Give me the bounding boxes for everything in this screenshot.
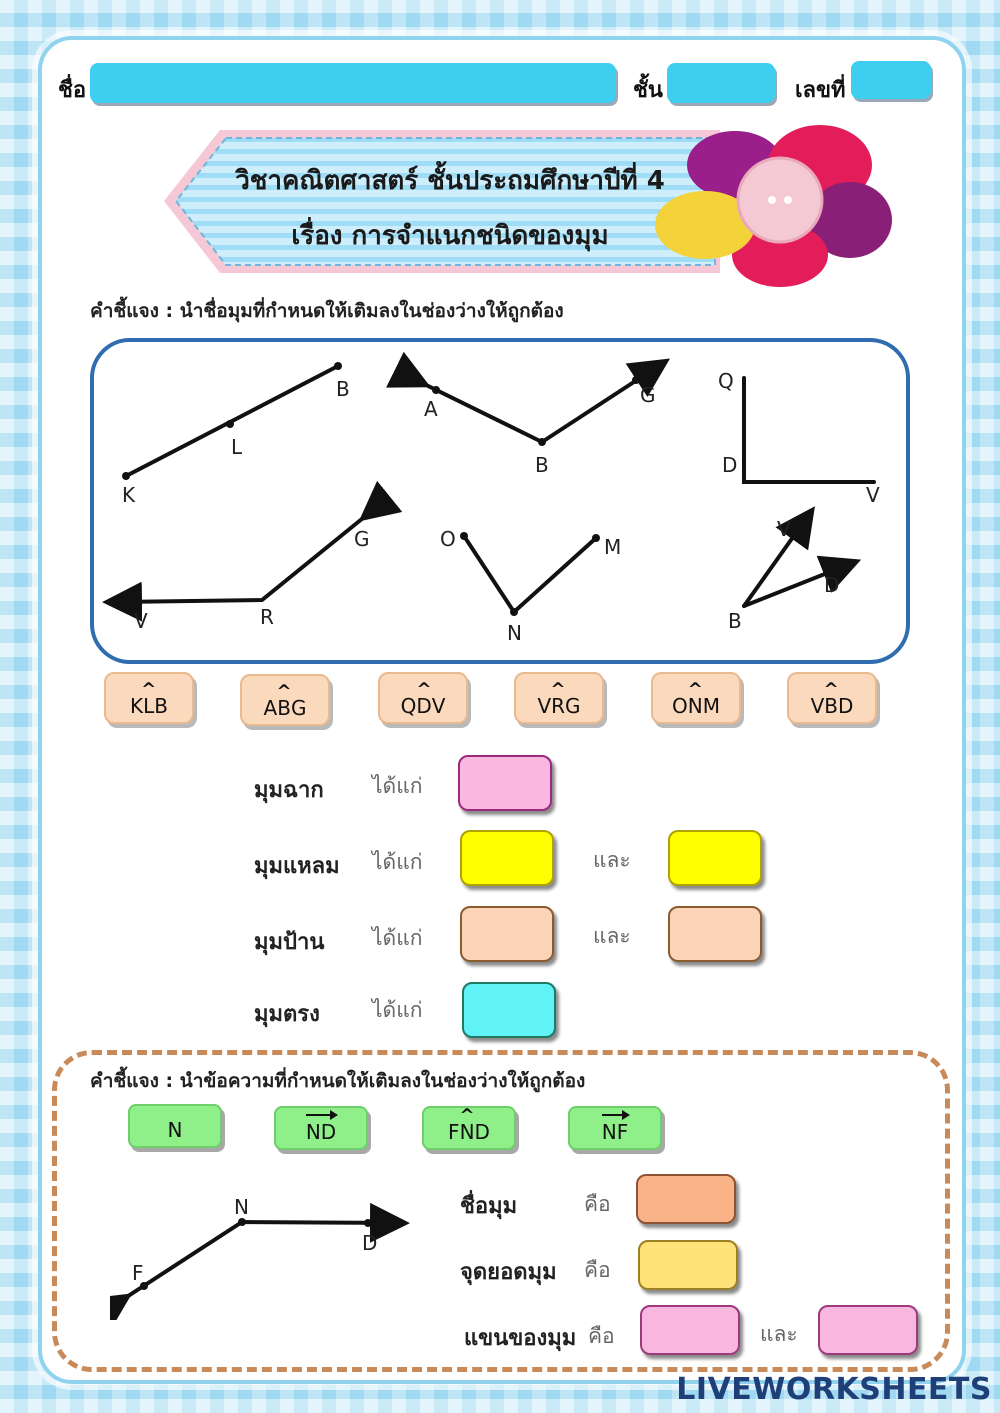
class-label: ชั้น <box>633 78 663 103</box>
row-is-6: คือ <box>584 1258 611 1282</box>
row-label-name: ชื่อมุม <box>460 1194 518 1219</box>
title-banner <box>160 125 900 295</box>
f1-label-k: K <box>122 483 136 507</box>
row-label-obtuse: มุมป้าน <box>254 930 325 955</box>
f3-label-v: V <box>866 483 880 507</box>
answer-slot-vertex[interactable] <box>638 1240 738 1290</box>
f4-label-g: G <box>354 527 370 551</box>
chip-klb[interactable]: K ^ L B <box>104 672 194 724</box>
row-and-2: และ <box>593 924 631 948</box>
chip-onm[interactable]: O ^ N M <box>651 672 741 724</box>
row-label-acute: มุมแหลม <box>254 854 340 879</box>
chip-nf[interactable]: NF <box>568 1106 662 1150</box>
liveworksheets-logo: LIVEWORKSHEETS <box>676 1372 992 1407</box>
row-and-1: และ <box>593 848 631 872</box>
f4-label-r: R <box>260 605 274 629</box>
fig2-label-d: D <box>362 1231 378 1255</box>
instruction-2: คำชี้แจง : นำข้อความที่กำหนดให้เติมลงในช่องว่างให้ถูกต้อง <box>90 1070 586 1092</box>
answer-slot-straight[interactable] <box>462 982 556 1038</box>
row-is-1: ได้แก่ <box>372 774 423 798</box>
name-field[interactable] <box>90 63 616 103</box>
row-is-7: คือ <box>588 1324 615 1348</box>
answer-slot-name[interactable] <box>636 1174 736 1224</box>
chip-qdv[interactable]: Q ^ D V <box>378 672 468 724</box>
answer-slot-obtuse-2[interactable] <box>668 906 762 962</box>
fig2-label-f: F <box>132 1261 144 1285</box>
f2-label-b: B <box>535 453 549 477</box>
chip-abg[interactable]: A ^ B G <box>240 674 330 726</box>
row-and-3: และ <box>760 1322 798 1346</box>
class-field[interactable] <box>667 63 775 103</box>
row-is-2: ได้แก่ <box>372 850 423 874</box>
chip-nd[interactable]: ND <box>274 1106 368 1150</box>
f2-label-a: A <box>424 397 438 421</box>
answer-slot-obtuse-1[interactable] <box>460 906 554 962</box>
name-label: ชื่อ <box>58 78 87 103</box>
instruction-1: คำชี้แจง : นำชื่อมุมที่กำหนดให้เติมลงในช่องว่างให้ถูกต้อง <box>90 300 564 322</box>
answer-slot-arm-2[interactable] <box>818 1305 918 1355</box>
f6-label-v: V <box>777 517 791 541</box>
f5-label-n: N <box>507 621 522 645</box>
f1-label-b: B <box>336 377 350 401</box>
fig2-label-n: N <box>234 1195 249 1219</box>
f1-label-l: L <box>231 435 243 459</box>
f3-label-q: Q <box>718 369 734 393</box>
chip-vrg[interactable]: V ^ R G <box>514 672 604 724</box>
answer-slot-arm-1[interactable] <box>640 1305 740 1355</box>
f3-label-d: D <box>722 453 738 477</box>
f6-label-b: B <box>728 609 742 633</box>
f5-label-o: O <box>440 527 456 551</box>
angle-fnd-figure <box>110 1190 420 1320</box>
chip-vbd[interactable]: V ^ B D <box>787 672 877 724</box>
answer-slot-right[interactable] <box>458 755 552 811</box>
chip-fnd[interactable]: F ^ N D <box>422 1106 516 1150</box>
chip-n[interactable]: N <box>128 1104 222 1148</box>
banner-line2: เรื่อง การจำแนกชนิดของมุม <box>291 221 609 251</box>
f2-label-g: G <box>640 383 656 407</box>
row-label-vertex: จุดยอดมุม <box>460 1260 557 1285</box>
number-label: เลขที่ <box>795 78 846 103</box>
number-field[interactable] <box>851 61 931 99</box>
banner-line1: วิชาคณิตศาสตร์ ชั้นประถมศึกษาปีที่ 4 <box>235 166 665 196</box>
answer-slot-acute-2[interactable] <box>668 830 762 886</box>
row-label-right: มุมฉาก <box>254 778 324 803</box>
row-is-4: ได้แก่ <box>372 998 423 1022</box>
f6-label-d: D <box>824 573 840 597</box>
answer-slot-acute-1[interactable] <box>460 830 554 886</box>
f5-label-m: M <box>604 535 622 559</box>
row-is-5: คือ <box>584 1192 611 1216</box>
row-label-arms: แขนของมุม <box>464 1326 577 1351</box>
row-label-straight: มุมตรง <box>254 1002 320 1027</box>
f4-label-v: V <box>134 609 148 633</box>
row-is-3: ได้แก่ <box>372 926 423 950</box>
angle-figures <box>90 338 910 658</box>
